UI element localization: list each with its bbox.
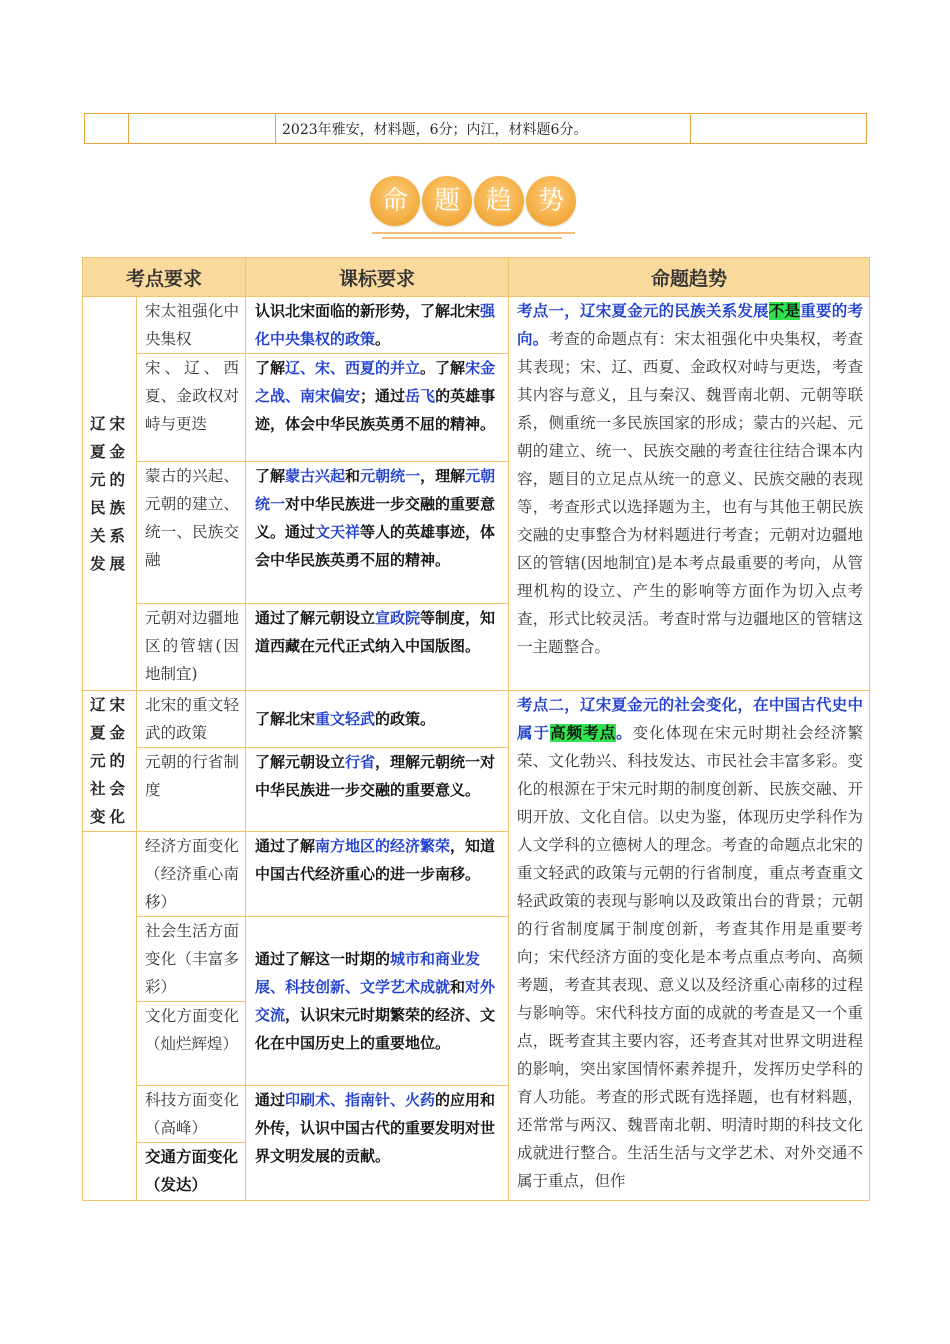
trend-cell-2: 考点二，辽宋夏金元的社会变化，在中国古代史中属于高频考点。变化体现在宋元时期社会经济繁荣、文化勃兴、科技发达、市民社会丰富多彩。变化的根源在于宋元时期的制度创新、民族交融、开明开放、文化自信。以史为鉴，体现历史学科作为人文学科的立德树人的理念。考查的命题点北宋的重文轻武的政策与元朝的行省制度，重点考查重文轻武政策的表现与影响以及政策出台的背景；元朝的行省制度属于制度创新，考查其作用是重要考向；宋代经济方面的变化是本考点重点考向、高频考题，考查其表现、意义以及经济重心南移的过程与影响等。宋代科技方面的成就的考查是又一个重点，既考查其主要内容，还考查其对世界文明进程的影响，突出家国情怀素养提升，发挥历史学科的育人功能。考查的形式既有选择题，也有材料题，还常常与两汉、魏晋南北朝、明清时期的科技文化成就进行整合。生活生活与文学艺术、对外交通不属于重点，但作 bbox=[509, 691, 870, 1201]
top-cell-1 bbox=[85, 114, 129, 144]
requirement-cell: 了解辽、宋、西夏的并立。了解宋金之战、南宋偏安；通过岳飞的英雄事迹，体会中华民族英勇不屈的精神。 bbox=[246, 354, 509, 462]
category-cell: 辽宋夏金元的民族关系发展 bbox=[83, 297, 137, 691]
requirement-cell: 了解北宋重文轻武的政策。 bbox=[246, 691, 509, 748]
point-cell: 经济方面变化（经济重心南移） bbox=[137, 832, 246, 917]
point-cell: 科技方面变化（高峰） bbox=[137, 1086, 246, 1143]
header-requirements: 课标要求 bbox=[246, 258, 509, 297]
category-cell: 辽宋夏金元的社会变化 bbox=[83, 691, 137, 832]
top-cell-2 bbox=[129, 114, 276, 144]
main-table bbox=[82, 257, 870, 1201]
point-cell: 蒙古的兴起、元朝的建立、统一、民族交融 bbox=[137, 462, 246, 604]
section-banner bbox=[370, 176, 580, 242]
top-cell-text: 2023年雅安，材料题，6分；内江，材料题6分。 bbox=[276, 114, 691, 144]
header-row bbox=[83, 258, 870, 297]
requirement-cell: 认识北宋面临的新形势，了解北宋强化中央集权的政策。 bbox=[246, 297, 509, 354]
point-cell: 交通方面变化（发达） bbox=[137, 1143, 246, 1201]
point-cell: 元朝的行省制度 bbox=[137, 748, 246, 832]
point-cell: 北宋的重文轻武的政策 bbox=[137, 691, 246, 748]
banner-underline-1 bbox=[372, 232, 575, 234]
banner-underline-2 bbox=[382, 237, 562, 239]
requirement-cell: 通过印刷术、指南针、火药的应用和外传，认识中国古代的重要发明对世界文明发展的贡献。 bbox=[246, 1086, 509, 1201]
top-table-row bbox=[84, 113, 867, 144]
banner-char-4: 势 bbox=[526, 176, 576, 226]
requirement-cell: 通过了解这一时期的城市和商业发展、科技创新、文学艺术成就和对外交流，认识宋元时期繁荣的经济、文化在中国历史上的重要地位。 bbox=[246, 917, 509, 1086]
banner-char-2: 题 bbox=[422, 176, 472, 226]
header-trend: 命题趋势 bbox=[509, 258, 870, 297]
highlight: 不是 bbox=[768, 302, 801, 320]
point-cell: 宋太祖强化中央集权 bbox=[137, 297, 246, 354]
requirement-cell: 通过了解元朝设立宣政院等制度，知道西藏在元代正式纳入中国版图。 bbox=[246, 604, 509, 691]
banner-char-1: 命 bbox=[370, 176, 420, 226]
top-cell-4 bbox=[691, 114, 867, 144]
requirement-cell: 了解元朝设立行省，理解元朝统一对中华民族进一步交融的重要意义。 bbox=[246, 748, 509, 832]
banner-char-3: 趋 bbox=[474, 176, 524, 226]
table-row bbox=[83, 691, 870, 748]
requirement-cell: 了解蒙古兴起和元朝统一，理解元朝统一对中华民族进一步交融的重要意义。通过文天祥等人的英雄事迹，体会中华民族英勇不屈的精神。 bbox=[246, 462, 509, 604]
point-cell: 文化方面变化（灿烂辉煌） bbox=[137, 1002, 246, 1086]
category-cell-empty bbox=[83, 832, 137, 1201]
point-cell: 宋、辽、西夏、金政权对峙与更迭 bbox=[137, 354, 246, 462]
point-cell: 社会生活方面变化（丰富多彩） bbox=[137, 917, 246, 1002]
table-row bbox=[83, 297, 870, 354]
header-points: 考点要求 bbox=[83, 258, 246, 297]
trend-cell-1: 考点一，辽宋夏金元的民族关系发展不是重要的考向。考查的命题点有：宋太祖强化中央集权，考查其表现；宋、辽、西夏、金政权对峙与更迭，考查其内容与意义，且与秦汉、魏晋南北朝、元朝等联系，侧重统一多民族国家的形成；蒙古的兴起、元朝的建立、统一、民族交融的考查往往结合课本内容，题目的立足点从统一的意义、民族交融的表现等，考查形式以选择题为主，也有与其他王朝民族交融的史事整合为材料题进行考查；元朝对边疆地区的管辖(因地制宜)是本考点最重要的考向，从管理机构的设立、产生的影响等方面作为切入点考查，形式比较灵活。考查时常与边疆地区的管辖这一主题整合。 bbox=[509, 297, 870, 691]
highlight: 高频考点 bbox=[550, 724, 617, 742]
point-cell: 元朝对边疆地区的管辖(因地制宜) bbox=[137, 604, 246, 691]
requirement-cell: 通过了解南方地区的经济繁荣，知道中国古代经济重心的进一步南移。 bbox=[246, 832, 509, 917]
